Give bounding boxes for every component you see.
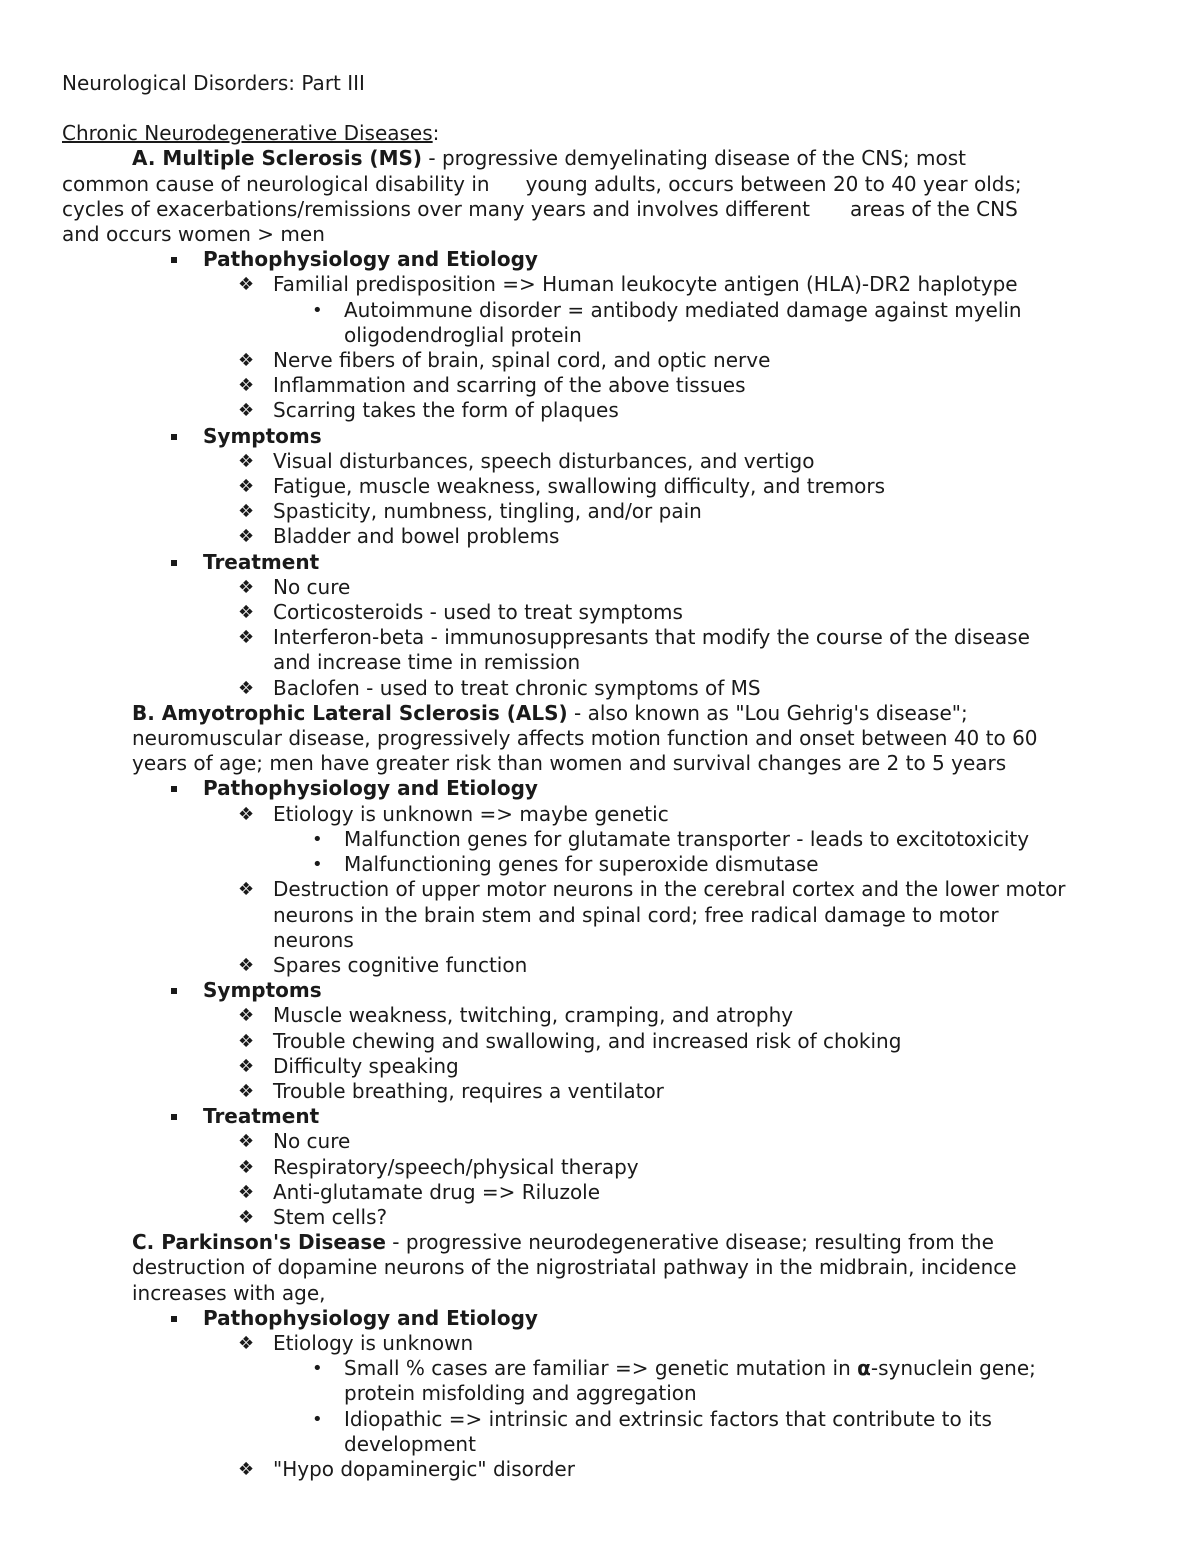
section-heading xyxy=(62,121,1142,146)
list-item xyxy=(62,1457,1142,1482)
list-item-text: Stem cells? xyxy=(273,1204,388,1229)
list-item-text: Small % cases are familiar => genetic mutation in xyxy=(344,1356,858,1381)
diamond-bullet-icon: ❖ xyxy=(238,1181,255,1203)
list-item xyxy=(62,600,1142,625)
square-bullet-icon xyxy=(171,560,177,566)
diamond-bullet-icon: ❖ xyxy=(238,1131,255,1153)
list-item xyxy=(62,953,1142,978)
list-item xyxy=(62,1331,1142,1356)
ms-treatment-label: Treatment xyxy=(203,549,320,574)
diamond-bullet-icon: ❖ xyxy=(238,677,255,699)
list-item-text: "Hypo dopaminergic" disorder xyxy=(273,1456,575,1481)
list-item xyxy=(62,499,1142,524)
section-heading-text: Chronic Neurodegenerative Diseases xyxy=(62,121,433,146)
diamond-bullet-icon: ❖ xyxy=(238,350,255,372)
square-bullet-icon xyxy=(171,786,177,792)
diamond-bullet-icon: ❖ xyxy=(238,627,255,649)
diamond-bullet-icon: ❖ xyxy=(238,1080,255,1102)
list-item-text: Familial predisposition => Human leukocyte antigen (HLA)-DR2 haplotype xyxy=(273,272,1018,297)
list-item xyxy=(62,676,1142,701)
list-item-continuation: neurons xyxy=(273,927,354,952)
ms-label: A. Multiple Sclerosis (MS) xyxy=(132,146,423,171)
diamond-bullet-icon: ❖ xyxy=(238,1030,255,1052)
list-item xyxy=(62,625,1142,650)
pd-patho-heading xyxy=(62,1306,1142,1331)
diamond-bullet-icon: ❖ xyxy=(238,274,255,296)
list-item-text: Spares cognitive function xyxy=(273,952,528,977)
ms-patho-label: Pathophysiology and Etiology xyxy=(203,247,538,272)
ms-desc-3a: cycles of exacerbations/remissions over many years and involves different xyxy=(62,196,810,221)
list-item xyxy=(62,474,1142,499)
list-item xyxy=(62,524,1142,549)
square-bullet-icon xyxy=(171,257,177,263)
list-item xyxy=(62,852,1142,877)
ms-symptoms-heading xyxy=(62,424,1142,449)
document-title: Neurological Disorders: Part III xyxy=(62,71,365,95)
ms-desc-2a: common cause of neurological disability in xyxy=(62,171,490,196)
list-item xyxy=(62,348,1142,373)
alpha-symbol: α xyxy=(857,1356,871,1381)
pd-desc-line-3: increases with age, xyxy=(132,1280,326,1305)
als-intro-line xyxy=(62,701,1142,726)
list-item-text: Etiology is unknown xyxy=(273,1330,474,1355)
list-item-text: Difficulty speaking xyxy=(273,1053,459,1078)
list-item-text: Idiopathic => intrinsic and extrinsic factors that contribute to its xyxy=(344,1406,992,1431)
diamond-bullet-icon: ❖ xyxy=(238,1458,255,1480)
diamond-bullet-icon: ❖ xyxy=(238,1206,255,1228)
list-item xyxy=(62,1003,1142,1028)
diamond-bullet-icon: ❖ xyxy=(238,602,255,624)
list-item xyxy=(62,1129,1142,1154)
ms-desc-line-3 xyxy=(62,197,1142,222)
dot-bullet-icon: • xyxy=(312,1408,323,1430)
square-bullet-icon xyxy=(171,1316,177,1322)
diamond-bullet-icon: ❖ xyxy=(238,450,255,472)
list-item xyxy=(62,802,1142,827)
list-item-continuation: oligodendroglial protein xyxy=(344,322,582,347)
list-item-text: No cure xyxy=(273,1129,351,1154)
pd-intro-line xyxy=(62,1230,1142,1255)
list-item-continuation: neurons in the brain stem and spinal cord; free radical damage to motor xyxy=(273,902,999,927)
list-item-text: No cure xyxy=(273,574,351,599)
diamond-bullet-icon: ❖ xyxy=(238,400,255,422)
diamond-bullet-icon: ❖ xyxy=(238,526,255,548)
ms-treatment-heading xyxy=(62,550,1142,575)
document-page xyxy=(62,71,1142,1482)
als-patho-label: Pathophysiology and Etiology xyxy=(203,776,538,801)
diamond-bullet-icon: ❖ xyxy=(238,803,255,825)
square-bullet-icon xyxy=(171,1114,177,1120)
list-item-text: Inflammation and scarring of the above tissues xyxy=(273,373,746,398)
list-item xyxy=(62,1205,1142,1230)
list-item xyxy=(62,575,1142,600)
list-item xyxy=(62,449,1142,474)
ms-desc-3b: areas of the CNS xyxy=(849,196,1018,221)
ms-desc-2b: young adults, occurs between 20 to 40 year olds; xyxy=(525,171,1022,196)
als-desc-line-3: years of age; men have greater risk than women and survival changes are 2 to 5 years xyxy=(132,751,1007,776)
dot-bullet-icon: • xyxy=(312,828,323,850)
als-treatment-label: Treatment xyxy=(203,1104,320,1129)
als-desc-line-2: neuromuscular disease, progressively affects motion function and onset between 40 to 60 xyxy=(132,726,1038,751)
list-item-continuation: and increase time in remission xyxy=(273,650,581,675)
square-bullet-icon xyxy=(171,434,177,440)
list-item xyxy=(62,1180,1142,1205)
list-item xyxy=(62,1407,1142,1432)
list-item-continuation: development xyxy=(344,1431,476,1456)
list-item-text: Respiratory/speech/physical therapy xyxy=(273,1154,639,1179)
diamond-bullet-icon: ❖ xyxy=(238,1005,255,1027)
list-item-text-tail: -synuclein gene; xyxy=(870,1356,1036,1381)
list-item-text: Visual disturbances, speech disturbances, and vertigo xyxy=(273,448,815,473)
list-item-text: Baclofen - used to treat chronic symptoms of MS xyxy=(273,675,761,700)
list-item-text: Interferon-beta - immunosuppresants that modify the course of the disease xyxy=(273,625,1030,650)
list-item-text: Muscle weakness, twitching, cramping, and atrophy xyxy=(273,1003,794,1028)
list-item xyxy=(62,1356,1142,1381)
als-treatment-heading xyxy=(62,1104,1142,1129)
diamond-bullet-icon: ❖ xyxy=(238,501,255,523)
list-item xyxy=(62,1029,1142,1054)
als-symptoms-heading xyxy=(62,978,1142,1003)
pd-desc-line-2: destruction of dopamine neurons of the nigrostriatal pathway in the midbrain, incidence xyxy=(132,1255,1017,1280)
ms-desc-line-4: and occurs women > men xyxy=(62,222,325,247)
dot-bullet-icon: • xyxy=(312,1358,323,1380)
list-item-text: Malfunctioning genes for superoxide dismutase xyxy=(344,852,819,877)
list-item-text: Scarring takes the form of plaques xyxy=(273,398,619,423)
list-item-text: Trouble breathing, requires a ventilator xyxy=(273,1078,664,1103)
diamond-bullet-icon: ❖ xyxy=(238,476,255,498)
list-item xyxy=(62,1155,1142,1180)
als-symptoms-label: Symptoms xyxy=(203,978,322,1003)
list-item-text: Spasticity, numbness, tingling, and/or pain xyxy=(273,499,702,524)
diamond-bullet-icon: ❖ xyxy=(238,375,255,397)
list-item xyxy=(62,827,1142,852)
ms-desc-line-2 xyxy=(62,172,1142,197)
diamond-bullet-icon: ❖ xyxy=(238,1055,255,1077)
list-item-text: Anti-glutamate drug => Riluzole xyxy=(273,1179,601,1204)
diamond-bullet-icon: ❖ xyxy=(238,576,255,598)
pd-desc-1: - progressive neurodegenerative disease; resulting from the xyxy=(385,1230,994,1255)
pd-label: C. Parkinson's Disease xyxy=(132,1230,386,1255)
diamond-bullet-icon: ❖ xyxy=(238,1332,255,1354)
list-item xyxy=(62,298,1142,323)
list-item-text: Malfunction genes for glutamate transporter - leads to excitotoxicity xyxy=(344,826,1030,851)
list-item-text: Fatigue, muscle weakness, swallowing difficulty, and tremors xyxy=(273,474,886,499)
square-bullet-icon xyxy=(171,988,177,994)
als-desc-1: - also known as "Lou Gehrig's disease"; xyxy=(567,700,968,725)
diamond-bullet-icon: ❖ xyxy=(238,879,255,901)
list-item-text: Etiology is unknown => maybe genetic xyxy=(273,801,669,826)
list-item xyxy=(62,398,1142,423)
als-label: B. Amyotrophic Lateral Sclerosis (ALS) xyxy=(132,700,568,725)
ms-symptoms-label: Symptoms xyxy=(203,423,322,448)
list-item xyxy=(62,373,1142,398)
diamond-bullet-icon: ❖ xyxy=(238,954,255,976)
list-item xyxy=(62,1054,1142,1079)
dot-bullet-icon: • xyxy=(312,299,323,321)
list-item-text: Corticosteroids - used to treat symptoms xyxy=(273,600,683,625)
list-item-text: Destruction of upper motor neurons in the cerebral cortex and the lower motor xyxy=(273,877,1066,902)
pd-patho-label: Pathophysiology and Etiology xyxy=(203,1305,538,1330)
section-heading-colon: : xyxy=(432,121,440,146)
list-item xyxy=(62,1079,1142,1104)
list-item-text: Autoimmune disorder = antibody mediated damage against myelin xyxy=(344,297,1022,322)
ms-patho-heading xyxy=(62,247,1142,272)
list-item-continuation: protein misfolding and aggregation xyxy=(344,1381,697,1406)
als-patho-heading xyxy=(62,776,1142,801)
diamond-bullet-icon: ❖ xyxy=(238,1156,255,1178)
list-item-text: Trouble chewing and swallowing, and increased risk of choking xyxy=(273,1028,902,1053)
dot-bullet-icon: • xyxy=(312,854,323,876)
ms-intro-line xyxy=(62,146,1142,171)
list-item xyxy=(62,877,1142,902)
list-item-text: Bladder and bowel problems xyxy=(273,524,560,549)
list-item xyxy=(62,272,1142,297)
ms-desc-1: - progressive demyelinating disease of the CNS; most xyxy=(422,146,966,171)
list-item-text: Nerve fibers of brain, spinal cord, and optic nerve xyxy=(273,348,771,373)
